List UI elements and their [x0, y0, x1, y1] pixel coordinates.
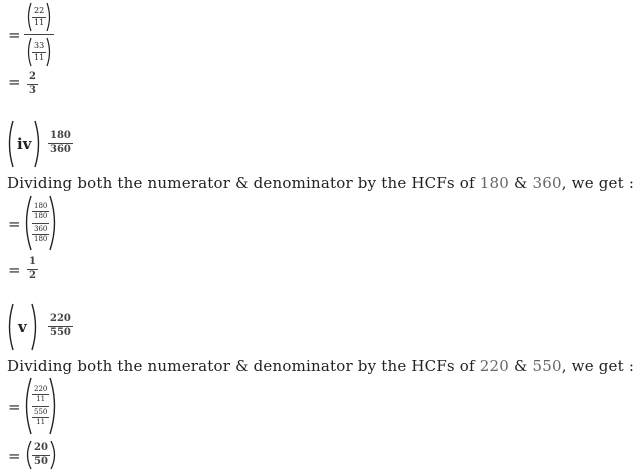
inner-fraction [32, 42, 46, 62]
equals-sign: = [8, 73, 21, 91]
denominator: 180 [34, 212, 48, 221]
inner-fraction [32, 409, 49, 427]
sentence-suffix: , we get : [561, 357, 635, 375]
numerator: 220 [50, 313, 71, 324]
ampersand: & [513, 357, 528, 375]
numerator: 360 [34, 224, 48, 233]
equals-sign: = [8, 447, 21, 465]
numerator: 180 [50, 130, 71, 141]
given-fraction [48, 131, 73, 155]
equals-sign: = [8, 398, 21, 416]
number-2: 360 [532, 174, 562, 192]
ampersand: & [513, 174, 528, 192]
given-fraction [48, 314, 73, 338]
sentence-text: Dividing both the numerator & denominator by the HCFs of [7, 357, 475, 375]
number-2: 550 [532, 357, 562, 375]
instruction-sentence [7, 357, 634, 375]
result-fraction [24, 440, 58, 470]
instruction-sentence [7, 174, 634, 192]
numerator: 33 [34, 41, 45, 51]
inner-fraction [32, 386, 49, 404]
compound-fraction [22, 377, 59, 435]
denominator: 2 [29, 269, 36, 281]
sentence-text: Dividing both the numerator & denominator by the HCFs of [7, 174, 475, 192]
denominator: 360 [50, 143, 71, 155]
denominator: 11 [34, 17, 45, 27]
denominator: 180 [34, 234, 48, 243]
part-label-iv [6, 120, 42, 168]
inner-fraction [32, 203, 49, 221]
compound-fraction [22, 195, 59, 251]
numerator: 550 [34, 407, 48, 416]
number-1: 220 [479, 357, 509, 375]
numerator: 22 [34, 6, 45, 16]
numerator: 2 [29, 71, 36, 82]
equals-sign: = [8, 261, 21, 279]
numerator: 20 [34, 442, 48, 453]
denominator: 11 [34, 52, 45, 62]
sentence-suffix: , we get : [561, 174, 635, 192]
inner-fraction [32, 7, 46, 27]
result-fraction [27, 72, 38, 96]
numerator: 220 [34, 384, 48, 393]
numerator: 1 [29, 256, 36, 267]
denominator: 3 [29, 84, 36, 96]
equals-sign: = [8, 215, 21, 233]
denominator: 11 [36, 417, 46, 426]
numerator: 180 [34, 201, 48, 210]
roman-numeral: iv [17, 135, 32, 153]
number-1: 180 [479, 174, 509, 192]
part-label-v [6, 303, 39, 351]
denominator: 11 [36, 395, 46, 404]
denominator: 550 [50, 326, 71, 338]
compound-fraction [24, 2, 54, 67]
roman-numeral: v [18, 318, 27, 336]
equals-sign: = [8, 26, 21, 44]
inner-fraction [32, 226, 49, 244]
result-fraction [27, 257, 38, 281]
denominator: 50 [34, 455, 48, 467]
